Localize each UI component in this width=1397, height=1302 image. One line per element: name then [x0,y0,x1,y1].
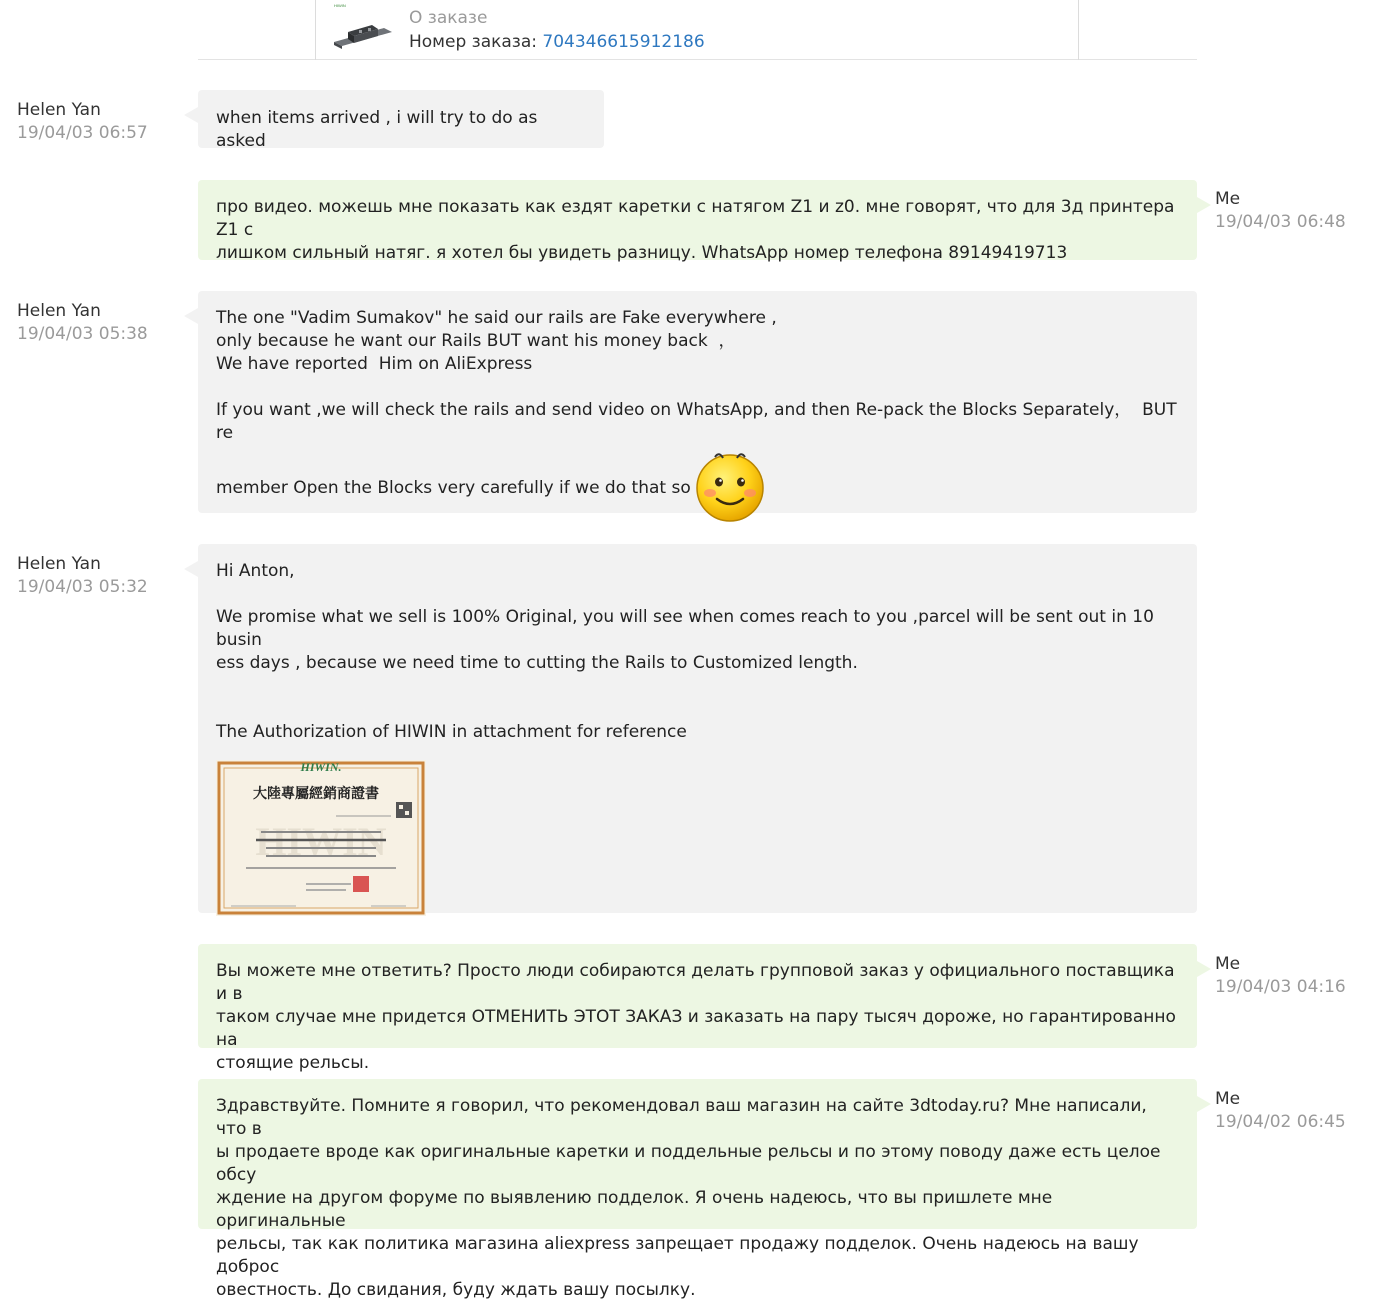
message-time: 19/04/03 05:32 [17,577,148,597]
message-bubble-outgoing [198,180,1197,263]
message-line-with-emoji [216,453,1179,523]
sender-name: Helen Yan [17,554,101,574]
message-line: таком случае мне придется ОТМЕНИТЬ ЭТОТ ЗАКАЗ и заказать на пару тысяч дороже, но гарантированно на [216,1007,1182,1050]
sender-name: Helen Yan [17,100,101,120]
message-line: Здравствуйте. Помните я говорил, что рекомендовал ваш магазин на сайте 3dtoday.ru? Мне написали, что в [216,1096,1153,1139]
divider [1078,0,1079,60]
sender-name: Me [1215,954,1241,974]
thumb-brand: HIWIN [334,3,346,8]
message-line: If you want ,we will check the rails and send video on WhatsApp, and then Re-pack the Blocks Separately， BUT re [216,400,1183,443]
svg-text:HIWIN: HIWIN [255,819,387,864]
order-meta [409,6,705,54]
blank-line [216,583,1179,606]
order-number-link[interactable]: 704346615912186 [542,32,705,52]
message-time: 19/04/03 04:16 [1215,977,1346,997]
sender-info [17,99,148,145]
message-line: member Open the Blocks very carefully if we do that so [216,478,691,498]
sender-info [1215,1088,1346,1134]
blank-line [216,376,1179,399]
order-number-label: Номер заказа: [409,32,537,52]
sender-info [17,300,148,346]
message-bubble-incoming [198,291,1197,513]
message-bubble-outgoing [198,944,1197,1073]
message-line: The one "Vadim Sumakov" he said our rails are Fake everywhere , [216,308,777,328]
message-line: when items arrived , i will try to do as asked [216,108,543,151]
sender-name: Me [1215,189,1241,209]
message-time: 19/04/03 05:38 [17,324,148,344]
certificate-brand: HIWIN. [300,760,342,774]
message-time: 19/04/03 06:57 [17,123,148,143]
message-line: Вы можете мне ответить? Просто люди собираются делать групповой заказ у официального поставщика и в [216,961,1180,1004]
message-bubble-incoming [198,90,604,151]
message-line: ждение на другом форуме по выявлению подделок. Я очень надеюсь, что вы пришлете мне оригинальные [216,1188,1058,1231]
message-line: про видео. можешь мне показать как ездят каретки с натягом Z1 и z0. мне говорят, что для 3д принтера Z1 с [216,197,1180,240]
message-line: We have reported Him on AliExpress [216,354,533,374]
sender-name: Helen Yan [17,301,101,321]
order-section-label: О заказе [409,8,488,28]
message-line: рельсы, так как политика магазина aliexpress запрещает продажу подделок. Очень надеюсь на вашу доброс [216,1234,1144,1277]
message-line: лишком сильный натяг. я хотел бы увидеть разницу. WhatsApp номер телефона 89149419713 [216,243,1068,263]
message-line: only because he want our Rails BUT want his money back ， [216,331,736,351]
sender-info [1215,188,1346,234]
message-time: 19/04/02 06:45 [1215,1112,1346,1132]
sender-info [1215,953,1346,999]
blank-line [216,698,1179,721]
certificate-title: 大陸專屬經銷商證書 [253,786,379,802]
sender-info [17,553,148,599]
message-line: стоящие рельсы. [216,1053,370,1073]
sender-name: Me [1215,1089,1241,1109]
message-line: Hi Anton, [216,561,295,581]
message-line: ы продаете вроде как оригинальные каретки и поддельные рельсы и по этому поводу даже есть целое обсу [216,1142,1166,1185]
message-line: овестность. До свидания, буду ждать вашу посылку. [216,1280,696,1300]
order-card [198,0,1197,60]
message-time: 19/04/03 06:48 [1215,212,1346,232]
message-line: We promise what we sell is 100% Original, you will see when comes reach to you ,parcel will be sent out in 10 busin [216,607,1160,650]
message-bubble-incoming [198,544,1197,913]
message-bubble-outgoing [198,1079,1197,1300]
certificate-image[interactable] [216,760,426,916]
message-line: The Authorization of HIWIN in attachment for reference [216,722,687,742]
blank-line [216,675,1179,698]
divider [315,0,316,60]
linear-rail-product-icon[interactable] [332,2,394,52]
message-line: ess days , because we need time to cutting the Rails to Customized length. [216,653,858,673]
smiley-face-icon [693,449,767,523]
